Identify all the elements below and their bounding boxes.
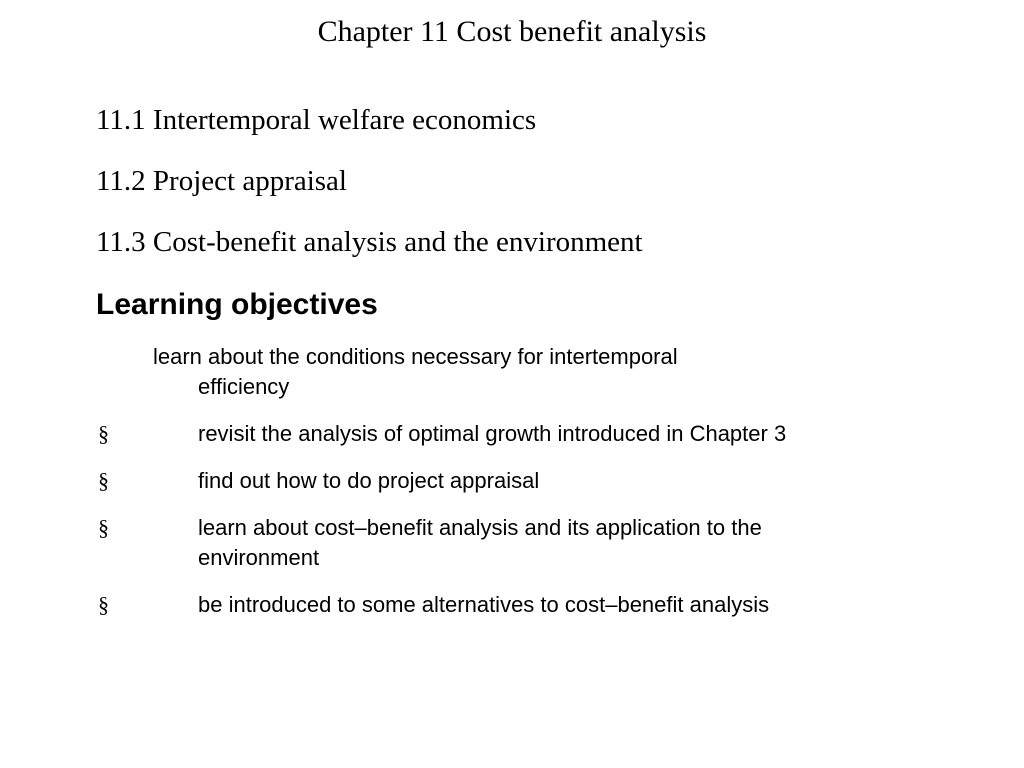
objective-item <box>96 342 816 402</box>
objective-item <box>96 466 816 496</box>
section-list <box>96 102 643 285</box>
objective-text <box>96 342 753 402</box>
section-item: 11.1 Intertemporal welfare economics <box>96 104 537 136</box>
section-bullet-icon: § <box>98 592 109 617</box>
section-item: 11.2 Project appraisal <box>96 165 347 197</box>
section-bullet-icon: § <box>98 515 109 540</box>
objective-text-line: learn about the conditions necessary for intertemporal <box>153 344 678 369</box>
learning-objectives-heading: Learning objectives <box>96 288 378 321</box>
objective-text: be introduced to some alternatives to cost–benefit analysis <box>198 592 770 617</box>
objective-text: learn about cost–benefit analysis and its application to the environment <box>198 515 762 570</box>
section-bullet-icon: § <box>98 421 109 446</box>
objective-item <box>96 590 816 620</box>
objective-text: find out how to do project appraisal <box>198 468 540 493</box>
objective-item <box>96 419 816 449</box>
objective-item <box>96 513 816 573</box>
objectives-list <box>96 342 816 637</box>
section-item: 11.3 Cost-benefit analysis and the environment <box>96 226 643 258</box>
slide-title: Chapter 11 Cost benefit analysis <box>317 15 707 48</box>
objective-text-line: efficiency <box>198 374 290 399</box>
section-bullet-icon: § <box>98 468 109 493</box>
objective-text: revisit the analysis of optimal growth introduced in Chapter 3 <box>198 421 787 446</box>
